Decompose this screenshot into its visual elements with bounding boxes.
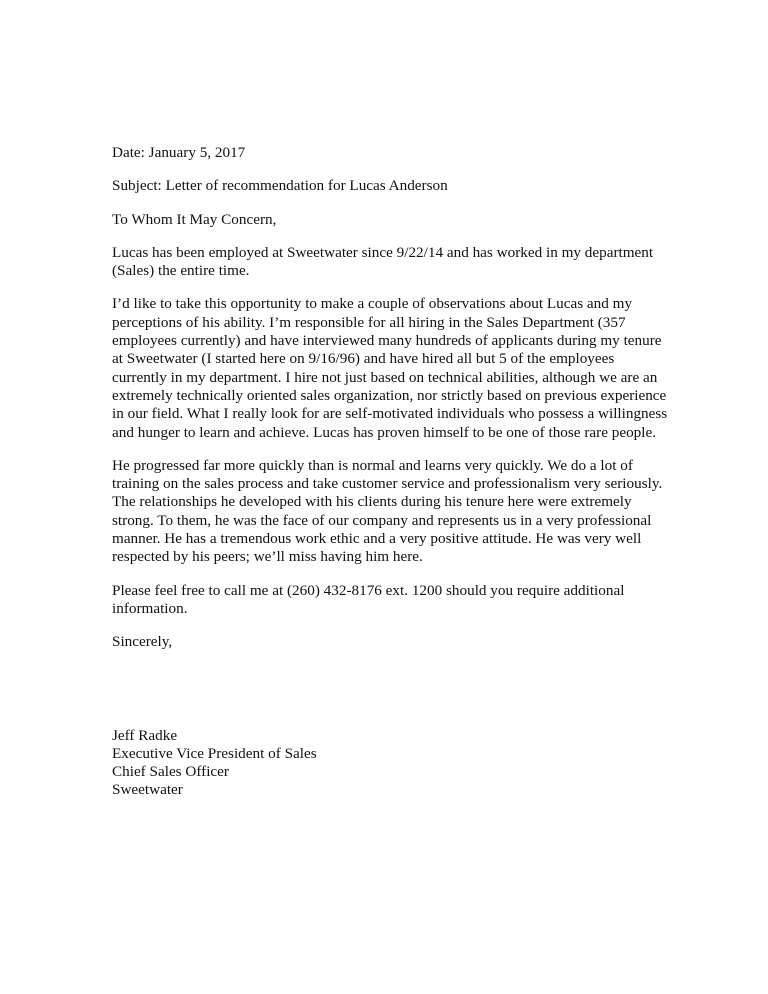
signer-company: Sweetwater xyxy=(112,781,183,799)
letter-salutation: To Whom It May Concern, xyxy=(112,210,277,228)
paragraph-employment: Lucas has been employed at Sweetwater since 9/22/14 and has worked in my department (Sales) the entire time. xyxy=(112,243,654,280)
signer-role: Chief Sales Officer xyxy=(112,763,229,781)
letter-body xyxy=(112,144,672,800)
letter-date: Date: January 5, 2017 xyxy=(112,144,246,161)
signer-name: Jeff Radke xyxy=(112,726,178,744)
letter-subject: Subject: Letter of recommendation for Lucas Anderson xyxy=(112,177,448,195)
signature-space xyxy=(112,667,672,727)
paragraph-performance: He progressed far more quickly than is normal and learns very quickly. We do a lot of training on the sales process and take customer service and professionalism very seriously. The relationships he developed with his clients during his tenure here were extremely strong. To them, he was the face of our company and represents us in a very professional manner. He has a tremendous work ethic and a very positive attitude. He was very well respected by his peers; we’ll miss having him here. xyxy=(112,456,663,566)
paragraph-contact: Please feel free to call me at (260) 432-8176 ext. 1200 should you require additional information. xyxy=(112,581,625,617)
signer-title: Executive Vice President of Sales xyxy=(112,744,317,762)
paragraph-observations: I’d like to take this opportunity to make a couple of observations about Lucas and my perceptions of his ability. I’m responsible for all hiring in the Sales Department (357 employees currently) and have interviewed many hundreds of applicants during my tenure at Sweetwater (I started here on 9/16/96) and have hired all but 5 of the employees currently in my department. I hire not just based on technical abilities, although we are an extremely technically oriented sales organization, nor strictly based on previous experience in our field. What I really look for are self-motivated individuals who possess a willingness and hunger to learn and achieve. Lucas has proven himself to be one of those rare people. xyxy=(112,295,668,441)
signature-block xyxy=(112,727,672,800)
letter-closing: Sincerely, xyxy=(112,633,173,651)
